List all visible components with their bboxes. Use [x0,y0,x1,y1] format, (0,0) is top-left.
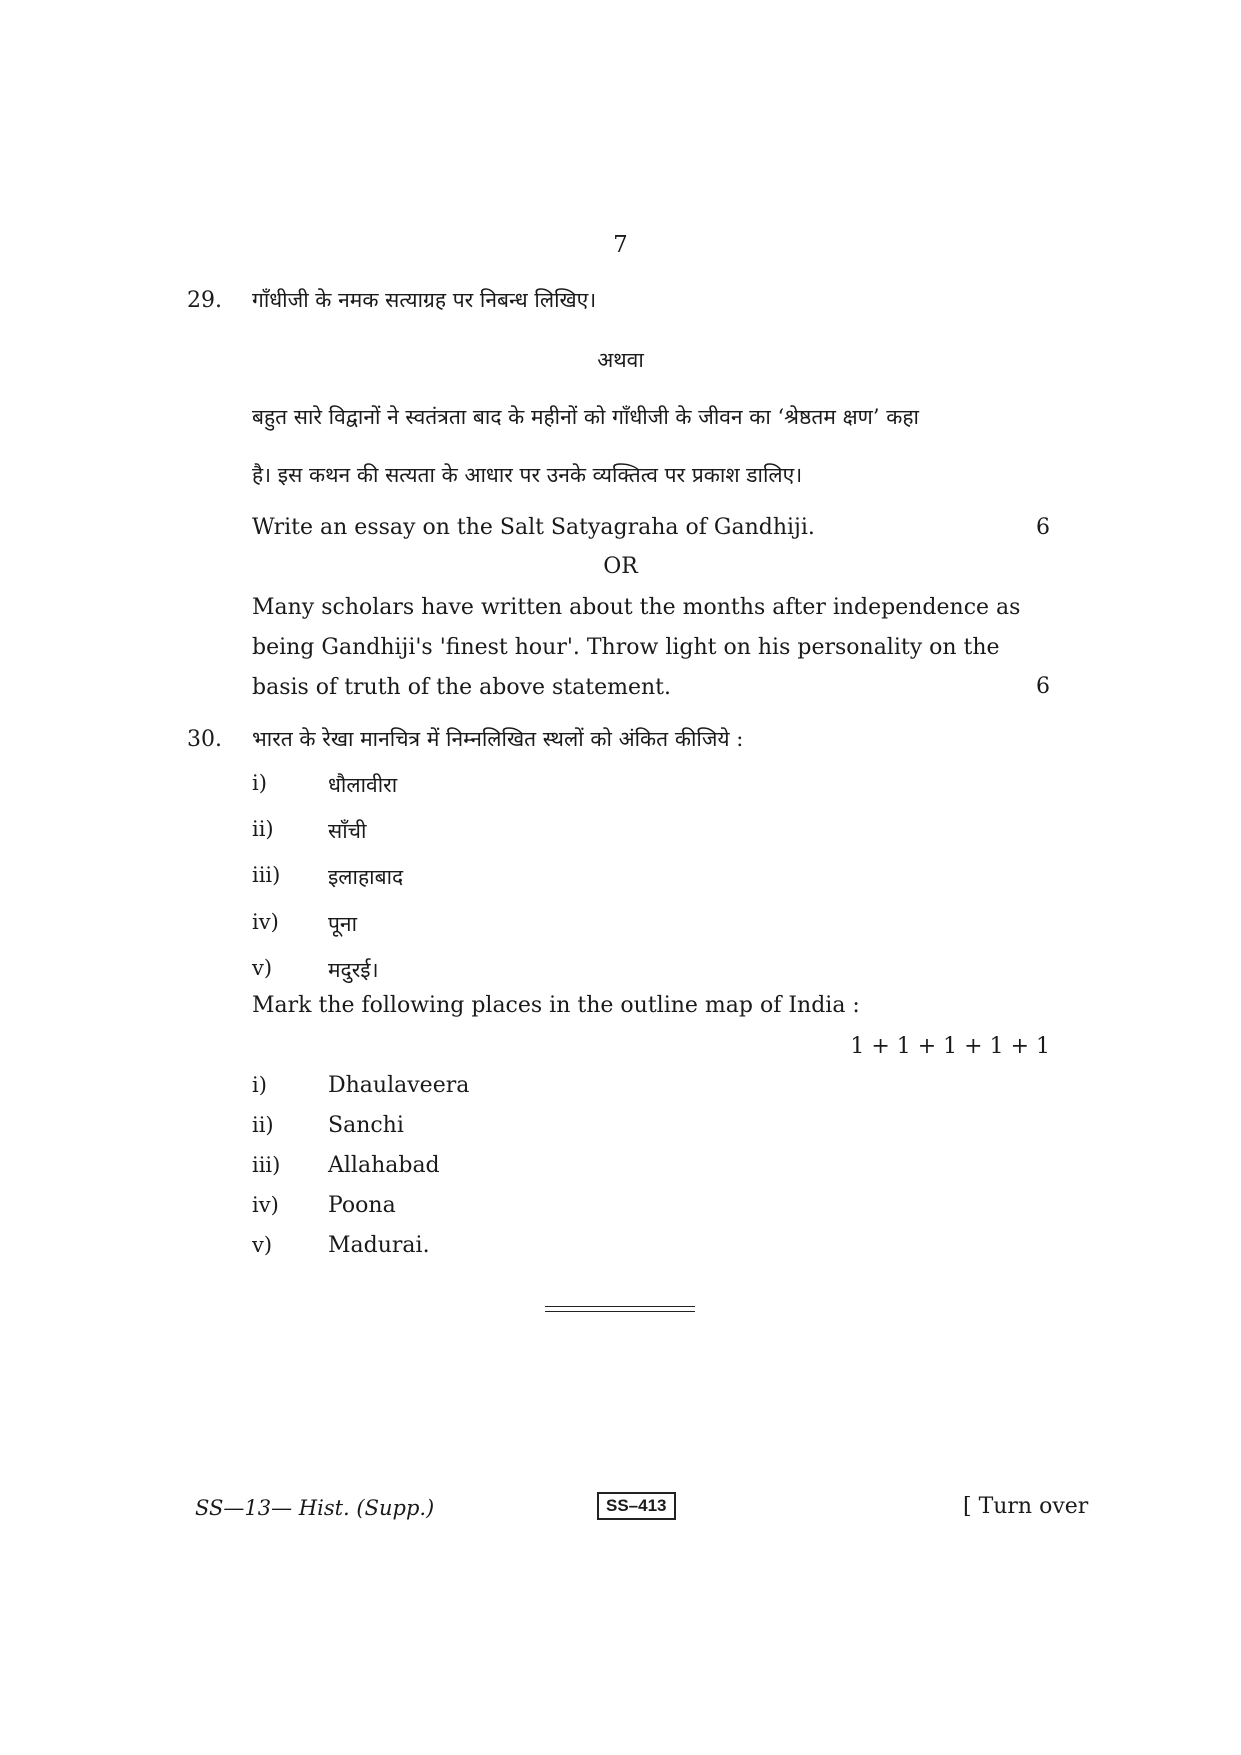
question-marks: 6 [1036,515,1050,540]
list-item-text: धौलावीरा [328,773,398,797]
hindi-alt-question-line: है। इस कथन की सत्यता के आधार पर उनके व्यक्तित्व पर प्रकाश डालिए। [252,463,803,487]
list-item-numeral: iii) [252,863,281,887]
list-item-text: पूना [328,912,358,936]
hindi-alt-question-line: बहुत सारे विद्वानों ने स्वतंत्रता बाद के महीनों को गाँधीजी के जीवन का ‘श्रेष्ठतम क्षण’ कहा [252,405,919,429]
question-marks: 1 + 1 + 1 + 1 + 1 [850,1034,1050,1059]
list-item-text: Allahabad [328,1153,440,1178]
footer-booklet-code: SS–413 [597,1492,676,1520]
list-item-numeral: i) [252,771,267,795]
list-item-text: Sanchi [328,1113,404,1138]
question-number: 30. [187,727,222,752]
list-item-numeral: i) [252,1073,267,1097]
list-item-numeral: ii) [252,817,274,841]
list-item-text: मदुरई। [328,958,379,982]
list-item-text: Poona [328,1193,396,1218]
question-marks: 6 [1036,674,1050,699]
list-item-numeral: v) [252,1233,273,1257]
list-item-numeral: ii) [252,1113,274,1137]
list-item-numeral: iv) [252,1193,279,1217]
hindi-question-text: गाँधीजी के नमक सत्याग्रह पर निबन्ध लिखिए। [252,288,597,312]
list-item-numeral: iv) [252,910,279,934]
footer-turn-over: [ Turn over [963,1494,1089,1519]
english-question-text: Write an essay on the Salt Satyagraha of Gandhiji. [252,515,815,540]
english-alt-question [252,588,1047,708]
english-or-label: OR [603,554,638,579]
english-question-text: Mark the following places in the outline map of India : [252,993,860,1018]
list-item-text: Madurai. [328,1233,430,1258]
english-alt-question-line: being Gandhiji's 'finest hour'. Throw light on his personality on the [252,635,1000,660]
hindi-question-text: भारत के रेखा मानचित्र में निम्नलिखित स्थलों को अंकित कीजिये : [252,727,744,751]
english-alt-question-line: basis of truth of the above statement. [252,675,671,700]
hindi-or-label: अथवा [597,348,644,372]
list-item-text: Dhaulaveera [328,1073,470,1098]
list-item-numeral: v) [252,956,273,980]
question-number: 29. [187,288,222,313]
list-item-text: साँची [328,819,367,843]
end-of-paper-divider [545,1306,695,1312]
list-item-text: इलाहाबाद [328,865,404,889]
list-item-numeral: iii) [252,1153,281,1177]
english-alt-question-line: Many scholars have written about the months after independence as [252,595,1021,620]
footer-paper-code: SS—13— Hist. (Supp.) [195,1496,435,1520]
page-number: 7 [613,232,628,258]
